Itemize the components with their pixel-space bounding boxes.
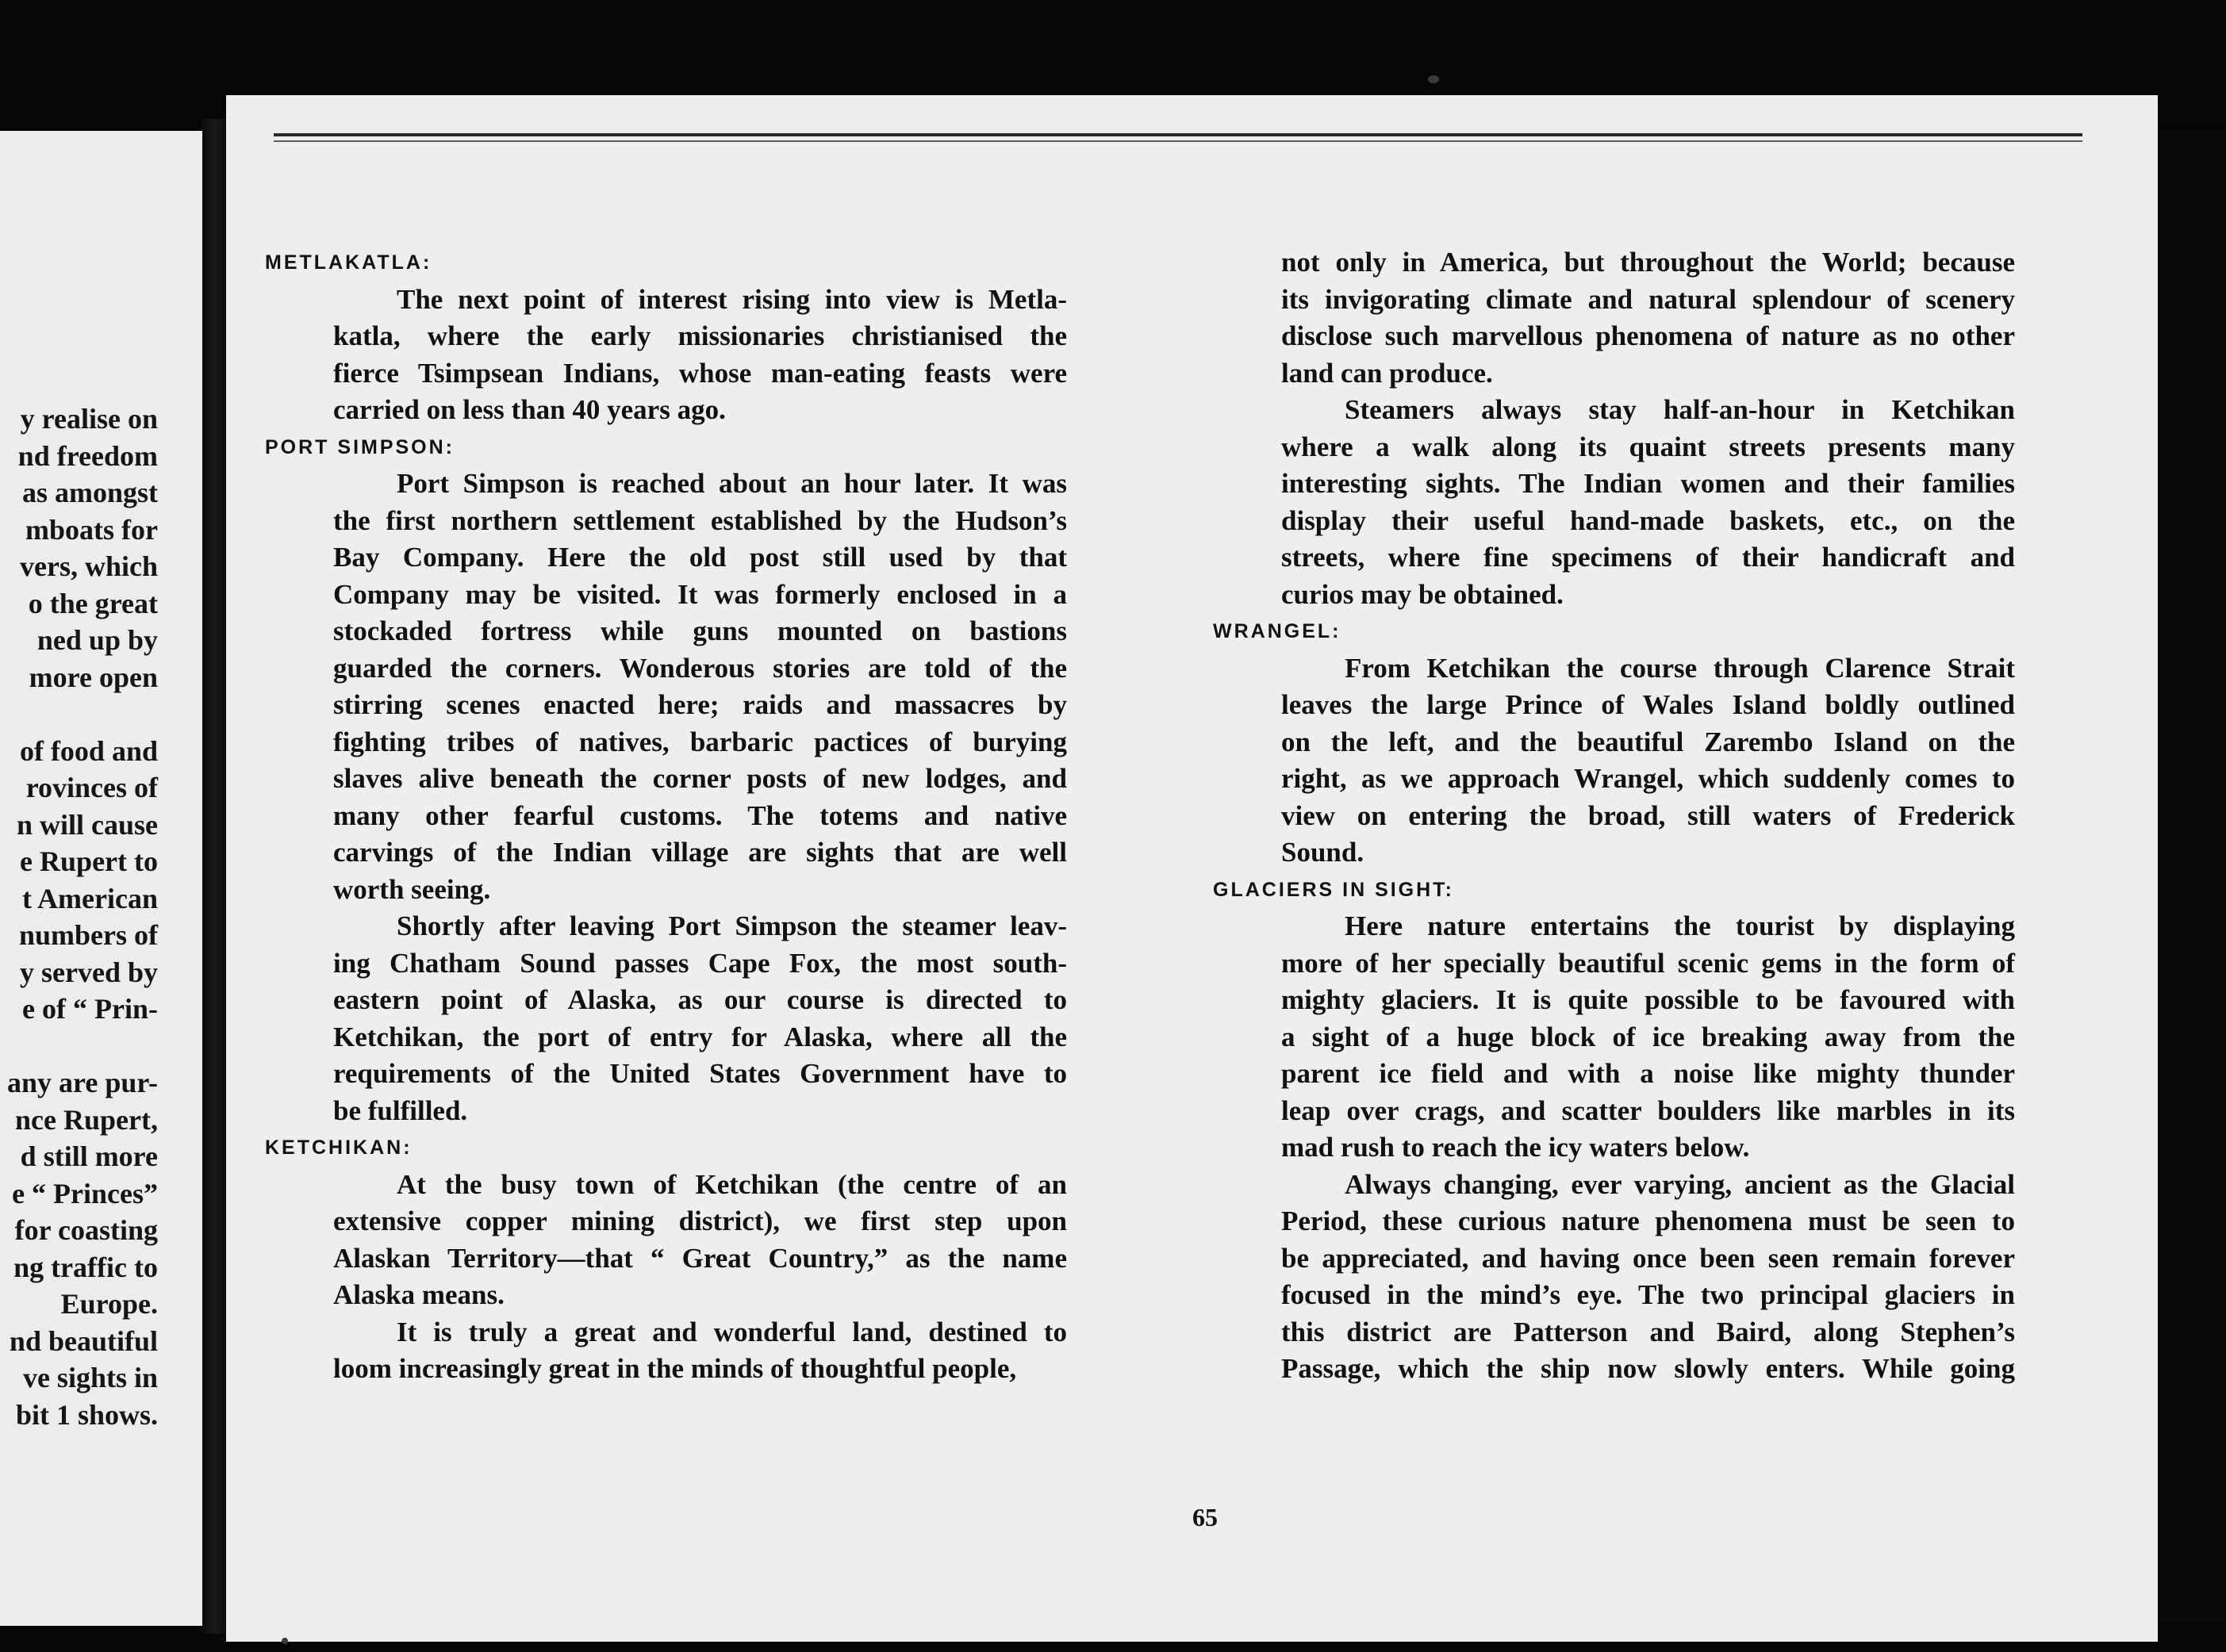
- left-facing-page: [0, 131, 202, 1626]
- left-page-fragment-line: rovinces of: [25, 772, 158, 803]
- left-page-fragment-line: ve sights in: [22, 1362, 158, 1393]
- left-page-fragment-line: mboats for: [25, 513, 158, 546]
- text-line: stockaded fortress while guns mounted on bastions: [333, 615, 1067, 646]
- text-line: land can produce.: [1281, 357, 1493, 389]
- text-line: ing Chatham Sound passes Cape Fox, the most south-: [333, 947, 1067, 979]
- text-line: eastern point of Alaska, as our course is directed to: [333, 984, 1067, 1015]
- paragraph: [270, 908, 1083, 1129]
- text-line: slaves alive beneath the corner posts of new lodges, and: [333, 763, 1067, 794]
- section-heading: GLACIERS IN SIGHT:: [1213, 878, 1455, 901]
- paragraph: [270, 282, 1083, 429]
- left-page-fragment-line: [0, 696, 158, 733]
- left-page-fragment-line: as amongst: [21, 477, 158, 508]
- text-line: on the left, and the beautiful Zarembo Island on the: [1281, 726, 2015, 757]
- text-line: guarded the corners. Wonderous stories are told of the: [333, 652, 1067, 684]
- left-page-fragment-line: numbers of: [18, 919, 158, 951]
- text-line: interesting sights. The Indian women and their families: [1281, 468, 2015, 499]
- text-line: Here nature entertains the tourist by displaying: [1345, 910, 2015, 941]
- left-page-fragment-line: e Rupert to: [20, 845, 158, 877]
- text-line: be fulfilled.: [333, 1094, 468, 1126]
- text-line: display their useful hand-made baskets, etc., on the: [1281, 504, 2015, 536]
- section-heading: WRANGEL:: [1213, 620, 1341, 642]
- left-page-fragment-line: y served by: [20, 956, 158, 988]
- section-heading: PORT SIMPSON:: [265, 435, 455, 458]
- left-page-fragment-line: ned up by: [36, 624, 158, 656]
- text-line: Company may be visited. It was formerly enclosed in a: [333, 578, 1067, 610]
- text-line: more of her specially beautiful scenic gems in the form of: [1281, 947, 2015, 979]
- text-line: Alaska means.: [333, 1279, 505, 1310]
- text-line: where a walk along its quaint streets presents many: [1281, 431, 2015, 462]
- text-line: mighty glaciers. It is quite possible to be favoured with: [1281, 984, 2015, 1015]
- text-line: It is truly a great and wonderful land, destined to: [397, 1316, 1067, 1347]
- text-line: this district are Patterson and Baird, along Stephen’s: [1281, 1316, 2015, 1347]
- paragraph: [1218, 650, 2031, 872]
- text-line: disclose such marvellous phenomena of nature as no other: [1281, 320, 2015, 351]
- text-line: view on entering the broad, still waters of Frederick: [1281, 799, 2015, 831]
- text-line: Passage, which the ship now slowly enters. While going: [1281, 1353, 2015, 1384]
- book-spine: [202, 119, 226, 1634]
- text-line: stirring scenes enacted here; raids and massacres by: [333, 689, 1067, 720]
- text-line: carvings of the Indian village are sights that are well: [333, 837, 1067, 868]
- text-line: At the busy town of Ketchikan (the centre of an: [397, 1168, 1067, 1200]
- left-page-fragment-line: vers, which: [20, 550, 158, 582]
- text-line: parent ice field and with a noise like mighty thunder: [1281, 1058, 2015, 1089]
- text-line: Period, these curious nature phenomena must be seen to: [1281, 1205, 2015, 1236]
- text-line: the first northern settlement established by the Hudson’s: [333, 504, 1067, 536]
- left-page-fragment-line: Europe.: [60, 1288, 158, 1320]
- left-page-fragment-line: o the great: [28, 587, 158, 619]
- text-line: Always changing, ever varying, ancient as the Glacial: [1345, 1168, 2015, 1200]
- left-page-fragment-line: nce Rupert,: [15, 1103, 158, 1136]
- text-line: extensive copper mining district), we first step upon: [333, 1205, 1067, 1236]
- text-line: katla, where the early missionaries christianised the: [333, 320, 1067, 351]
- paragraph: [270, 1314, 1083, 1388]
- text-line: many other fearful customs. The totems and native: [333, 799, 1067, 831]
- left-page-fragment-line: ng traffic to: [13, 1251, 158, 1283]
- text-line: Alaskan Territory—that “ Great Country,” as the name: [333, 1242, 1067, 1274]
- text-line: carried on less than 40 years ago.: [333, 394, 726, 425]
- page-number: 65: [1192, 1503, 1218, 1531]
- left-page-fragment-line: any are pur-: [6, 1067, 158, 1098]
- dust-speck: [282, 1638, 288, 1644]
- text-line: curios may be obtained.: [1281, 578, 1564, 610]
- left-page-fragment-line: e of “ Prin-: [22, 993, 158, 1025]
- left-page-fragment-line: y realise on: [20, 403, 158, 435]
- text-line: a sight of a huge block of ice breaking away from the: [1281, 1021, 2015, 1052]
- text-line: leaves the large Prince of Wales Island boldly outlined: [1281, 689, 2015, 720]
- left-page-text-fragments: [0, 401, 158, 1433]
- left-page-fragment-line: more open: [29, 661, 158, 693]
- section-heading: METLAKATLA:: [265, 251, 432, 274]
- paragraph: [1218, 908, 2031, 1167]
- paragraph: [270, 1167, 1083, 1314]
- text-line: Steamers always stay half-an-hour in Ketchikan: [1345, 394, 2015, 425]
- text-line: Ketchikan, the port of entry for Alaska, where all the: [333, 1021, 1067, 1052]
- text-line: fighting tribes of natives, barbaric pactices of burying: [333, 726, 1067, 757]
- top-rule: [274, 133, 2082, 136]
- text-line: not only in America, but throughout the World; because: [1281, 247, 2015, 278]
- text-line: Sound.: [1281, 837, 1364, 868]
- left-page-fragment-line: nd freedom: [17, 439, 158, 472]
- right-text-column: [1213, 244, 2031, 1388]
- paragraph: [1218, 1167, 2031, 1388]
- text-line: worth seeing.: [333, 873, 491, 905]
- text-line: leap over crags, and scatter boulders like marbles in its: [1281, 1094, 2015, 1126]
- left-page-fragment-line: t American: [22, 882, 158, 914]
- left-page-fragment-line: for coasting: [14, 1214, 158, 1246]
- text-line: Shortly after leaving Port Simpson the steamer leav-: [397, 910, 1067, 941]
- left-text-column: [265, 244, 1083, 1388]
- text-line: Bay Company. Here the old post still used by that: [333, 542, 1067, 573]
- dust-speck: [1428, 75, 1439, 83]
- text-line: The next point of interest rising into view is Metla-: [397, 283, 1067, 315]
- top-rule-thin: [274, 140, 2082, 142]
- left-page-fragment-line: bit 1 shows.: [15, 1398, 158, 1431]
- left-page-fragment-line: nd beautiful: [9, 1324, 158, 1357]
- paragraph: [270, 466, 1083, 908]
- text-line: From Ketchikan the course through Clarence Strait: [1345, 652, 2015, 684]
- text-line: focused in the mind’s eye. The two principal glaciers in: [1281, 1279, 2015, 1310]
- text-line: Port Simpson is reached about an hour later. It was: [397, 468, 1067, 499]
- paragraph: [1218, 392, 2031, 613]
- right-page: [226, 95, 2158, 1642]
- left-page-fragment-line: of food and: [19, 734, 158, 767]
- page-edge-shadow: [2158, 131, 2226, 1622]
- text-line: requirements of the United States Government have to: [333, 1058, 1067, 1089]
- left-page-fragment-line: [0, 1028, 158, 1065]
- text-line: loom increasingly great in the minds of thoughtful people,: [333, 1353, 1017, 1384]
- left-page-fragment-line: e “ Princes”: [12, 1177, 158, 1209]
- text-line: right, as we approach Wrangel, which suddenly comes to: [1281, 763, 2015, 794]
- left-page-fragment-line: d still more: [20, 1140, 158, 1172]
- text-line: mad rush to reach the icy waters below.: [1281, 1132, 1750, 1163]
- text-line: fierce Tsimpsean Indians, whose man-eating feasts were: [333, 357, 1067, 389]
- section-heading: KETCHIKAN:: [265, 1136, 413, 1159]
- left-page-fragment-line: n will cause: [16, 808, 158, 841]
- text-line: be appreciated, and having once been seen remain forever: [1281, 1242, 2015, 1274]
- paragraph: [1218, 244, 2031, 392]
- text-line: streets, where fine specimens of their handicraft and: [1281, 542, 2015, 573]
- text-line: its invigorating climate and natural splendour of scenery: [1281, 283, 2015, 315]
